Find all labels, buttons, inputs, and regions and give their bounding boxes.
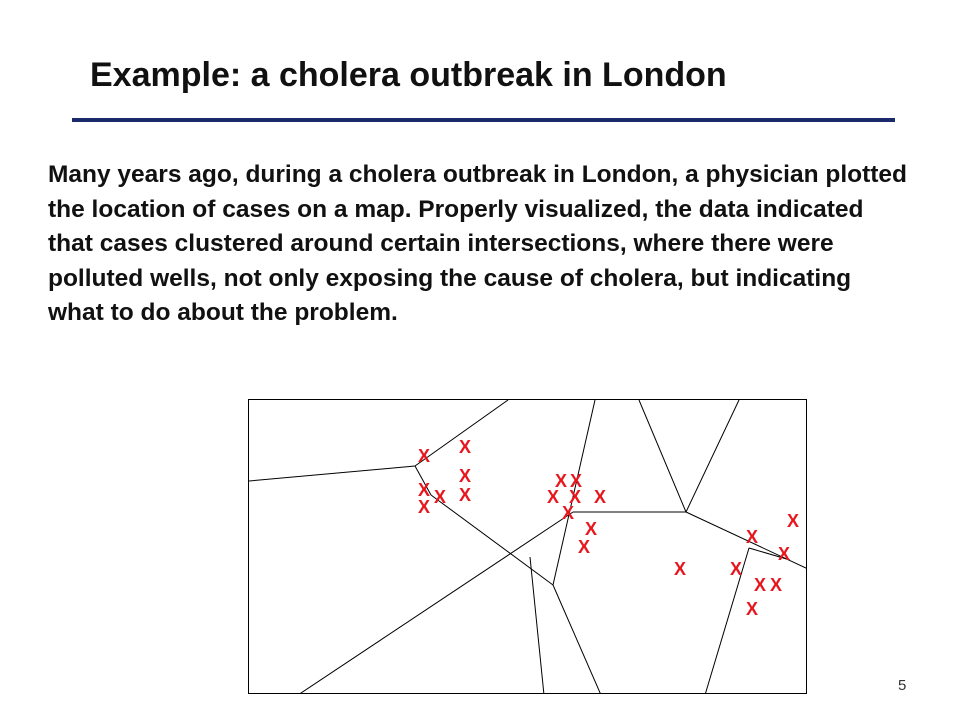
case-marker: X — [459, 437, 472, 457]
case-marker: X — [547, 487, 560, 507]
slide-title: Example: a cholera outbreak in London — [90, 56, 727, 94]
case-marker: X — [418, 497, 431, 517]
case-marker: X — [578, 537, 591, 557]
cholera-map — [248, 399, 807, 694]
case-marker: X — [754, 575, 767, 595]
street-line — [249, 466, 415, 481]
page-number: 5 — [898, 677, 907, 694]
street-line — [298, 512, 573, 694]
street-line — [639, 400, 686, 512]
street-lines — [249, 400, 807, 694]
street-line — [431, 495, 553, 585]
title-divider — [72, 118, 895, 122]
case-marker: X — [418, 446, 431, 466]
case-marker: X — [674, 559, 687, 579]
case-marker: X — [778, 544, 791, 564]
street-line — [530, 557, 544, 694]
case-marker: X — [434, 487, 447, 507]
case-marker: X — [569, 487, 582, 507]
case-marker: X — [555, 471, 568, 491]
case-marker: X — [570, 471, 583, 491]
case-marker: X — [770, 575, 783, 595]
case-marker: X — [418, 480, 431, 500]
case-marker: X — [585, 519, 598, 539]
street-line — [553, 585, 601, 694]
street-line — [686, 400, 739, 512]
case-marker: X — [594, 487, 607, 507]
case-marker: X — [787, 511, 800, 531]
case-marker: X — [459, 485, 472, 505]
case-marker: X — [562, 503, 575, 523]
body-paragraph: Many years ago, during a cholera outbreak in London, a physician plotted the location of cases on a map. Properly visualized, the data indicated that cases clustered around certain intersections, where there were polluted wells, not only exposing the cause of cholera, but indicating what to do about the problem. — [48, 161, 908, 326]
case-marker: X — [730, 559, 743, 579]
street-line — [705, 548, 749, 694]
case-marker: X — [459, 466, 472, 486]
case-marker: X — [746, 599, 759, 619]
case-marker: X — [746, 527, 759, 547]
